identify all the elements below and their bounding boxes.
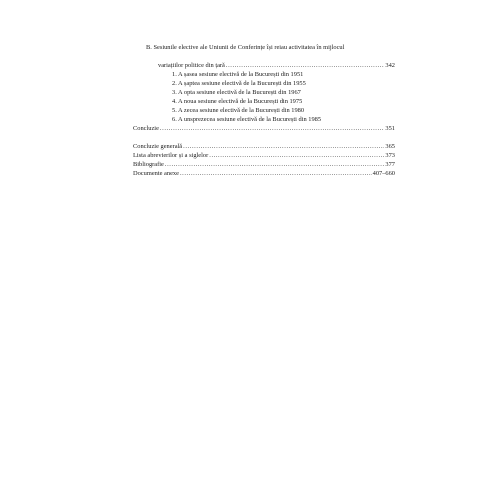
toc-subitem: 6. A unsprezecea sesiune electivă de la București din 1985 (172, 116, 322, 123)
dot-leader (226, 62, 385, 70)
section-b-title-row (158, 62, 395, 70)
toc-entry: Lista abrevierilor și a siglelor ..... 373 (133, 152, 395, 160)
toc-entry: Documente anexe ..... 407–660 (133, 170, 395, 178)
toc-entry: Bibliografie ..... 377 (133, 161, 395, 169)
section-b-title-line2: variațiilor politice din țară (158, 62, 225, 69)
toc-entry-concluzie: Concluzie ..... 351 (133, 125, 395, 133)
dot-leader (160, 125, 384, 133)
section-b-title-line1: B. Sesiunile elective ale Uniunii de Conferințe își reiau activitatea în mijlocul (146, 44, 345, 51)
toc-subitem: 5. A zecea sesiune electivă de la București din 1980 (172, 107, 305, 114)
toc-subitem: 2. A șaptea sesiune electivă de la București din 1955 (172, 80, 306, 87)
dot-leader (183, 143, 384, 151)
dot-leader (180, 170, 372, 178)
dot-leader (165, 161, 385, 169)
dot-leader (209, 152, 384, 160)
toc-subitem: 4. A noua sesiune electivă de la București din 1975 (172, 98, 303, 105)
toc-entry: Concluzie generală ..... 365 (133, 143, 395, 151)
section-b-page: 342 (385, 62, 395, 69)
toc-subitem: 1. A șasea sesiune electivă de la București din 1951 (172, 71, 304, 78)
toc-subitem: 3. A opta sesiune electivă de la București din 1967 (172, 89, 301, 96)
